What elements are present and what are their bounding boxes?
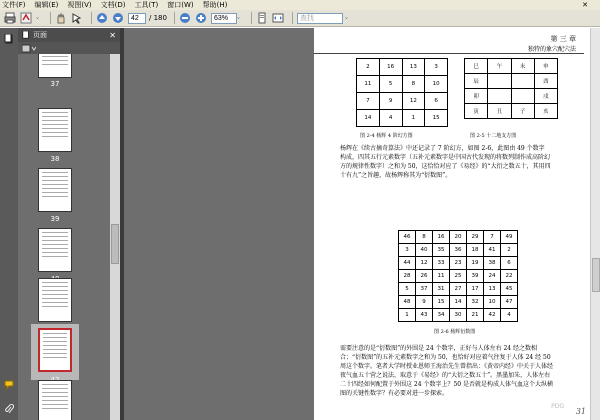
menu-edit[interactable]: 编辑(E)	[34, 1, 59, 9]
grid-row	[399, 309, 518, 322]
text-line: 周这个数字。笔者大学时授业恩师王海治先生曾指出：《黄帝内经》中关于人体经	[340, 363, 554, 370]
page-total-label: / 180	[149, 14, 167, 22]
grid-cell: 16	[379, 59, 402, 76]
grid-cell: 33	[433, 257, 450, 270]
grid-cell: 22	[501, 270, 518, 283]
grid-cell: 18	[467, 244, 484, 257]
panel-options	[18, 42, 120, 54]
grid-cell: 45	[501, 283, 518, 296]
grid-cell: 25	[450, 270, 467, 283]
close-icon[interactable]: ✕	[582, 1, 588, 9]
toolbar-divider	[174, 12, 175, 24]
grid-row	[465, 104, 558, 119]
grid-cell: 12	[402, 93, 425, 110]
grid-cell: 16	[433, 231, 450, 244]
grid-cell: 5	[379, 76, 402, 93]
close-icon[interactable]: ✕	[109, 30, 116, 40]
grid-cell: 41	[484, 244, 501, 257]
grid-cell: 34	[433, 309, 450, 322]
grid-cell: 23	[450, 257, 467, 270]
menu-file[interactable]: 文件(F)	[2, 1, 26, 9]
grid-cell: 2	[357, 59, 380, 76]
grid-cell: 43	[416, 309, 433, 322]
grid-row	[357, 110, 448, 127]
menu-bar	[0, 0, 600, 10]
grid-cell: 14	[450, 296, 467, 309]
thumbnail-page-number: 37	[50, 80, 60, 88]
grid-row	[399, 270, 518, 283]
toolbar-divider	[292, 12, 293, 24]
document-page	[314, 28, 590, 420]
pages-panel	[18, 28, 120, 420]
text-line: 方的规律性数字）之和为 50，这恰恰对应了《易经》的“大衍之数五十，其用四	[340, 163, 551, 170]
grid-cell: 8	[416, 231, 433, 244]
thumbnail-page-number: 43	[50, 408, 60, 416]
grid-cell: 4	[501, 309, 518, 322]
grid-cell: 寅	[465, 104, 488, 119]
text-line: 需要注意的是“衍数图”的外围是 24 个数字，正好与人体左右 24 经之数相	[340, 345, 538, 352]
grid-cell: 7	[357, 93, 380, 110]
pages-panel-header	[18, 28, 120, 42]
menu-view[interactable]: 视图(V)	[67, 1, 92, 9]
grid-cell: 午	[488, 59, 511, 74]
grid-cell: 6	[425, 93, 448, 110]
print-icon[interactable]	[4, 12, 16, 24]
options-menu-icon[interactable]	[22, 44, 36, 53]
grid-cell: 5	[399, 283, 416, 296]
grid-cell: 15	[425, 110, 448, 127]
grid-cell: 4	[379, 110, 402, 127]
grid-cell: 24	[484, 270, 501, 283]
grid-cell: 申	[534, 59, 557, 74]
grid-row	[399, 244, 518, 257]
grid-row	[399, 257, 518, 270]
grid-cell: 20	[450, 231, 467, 244]
toolbar	[0, 10, 600, 27]
magic-square-4x4	[356, 58, 448, 127]
text-line: 合；“衍数图”的五补元素数字之和为 50，也恰好对应着气往复于人体 24 经 50	[340, 354, 551, 361]
grid-cell: 酉	[534, 74, 557, 89]
grid-row	[357, 59, 448, 76]
running-title: 独特的象穴配穴法	[527, 46, 576, 53]
scrollbar-thumb[interactable]	[592, 258, 600, 292]
grid-cell: 14	[357, 110, 380, 127]
grid-cell	[488, 89, 511, 104]
document-background	[124, 28, 314, 420]
chevron-down-icon[interactable]	[345, 12, 351, 24]
grid-cell: 亥	[534, 104, 557, 119]
grid-row	[399, 231, 518, 244]
grid-row	[465, 89, 558, 104]
grid-cell: 巳	[465, 59, 488, 74]
grid-cell: 戌	[534, 89, 557, 104]
grid-cell: 21	[467, 309, 484, 322]
grid-cell: 15	[433, 296, 450, 309]
grid-cell: 8	[402, 76, 425, 93]
grid-cell: 11	[357, 76, 380, 93]
hand-tool-icon[interactable]	[55, 12, 67, 24]
watermark: PDG	[551, 403, 564, 410]
grid-cell: 30	[450, 309, 467, 322]
page-header	[314, 32, 590, 56]
grid-row	[399, 296, 518, 309]
thumbnail-image	[38, 228, 72, 272]
figure-caption: 图 2-4 杨辉 4 阶幻方图	[360, 133, 413, 139]
previous-page-icon[interactable]	[96, 12, 108, 24]
grid-cell: 12	[416, 257, 433, 270]
fit-width-icon[interactable]	[272, 12, 284, 24]
grid-row	[465, 59, 558, 74]
grid-cell: 3	[425, 59, 448, 76]
grid-cell: 40	[416, 244, 433, 257]
scrollbar-thumb[interactable]	[111, 224, 119, 264]
toolbar-divider	[251, 12, 252, 24]
grid-row	[399, 283, 518, 296]
pages-panel-icon[interactable]	[4, 34, 14, 44]
text-line: 二十四经如何配置于外围这 24 个数字上？50 是否就是构成人体气血这个大纵横	[340, 381, 553, 388]
thumbnail-list	[18, 54, 110, 420]
grid-cell: 31	[433, 283, 450, 296]
grid-cell	[488, 74, 511, 89]
grid-cell: 10	[484, 296, 501, 309]
navigation-strip	[0, 28, 18, 420]
grid-cell: 42	[484, 309, 501, 322]
menu-tools[interactable]: 工具(T)	[134, 1, 159, 9]
grid-cell: 32	[467, 296, 484, 309]
grid-row	[465, 74, 558, 89]
grid-cell: 39	[467, 270, 484, 283]
chapter-label: 第 三 章	[550, 35, 576, 43]
comment-icon[interactable]	[4, 380, 14, 390]
chevron-down-icon[interactable]	[237, 12, 243, 24]
header-rule	[314, 53, 584, 54]
grid-cell: 26	[416, 270, 433, 283]
grid-cell: 7	[484, 231, 501, 244]
paragraph	[340, 144, 580, 180]
text-line: 夜气血五十营之说法，取意于《易经》的“大衍之数五十”。黑墨加朱，人体左右	[340, 372, 551, 379]
chevron-down-icon[interactable]	[36, 12, 42, 24]
grid-cell: 9	[379, 93, 402, 110]
grid-cell: 38	[484, 257, 501, 270]
text-line: 杨辉在《续古摘奇算法》中还记录了 7 阶幻方，如图 2-6，此图由 49 个数字	[340, 145, 545, 152]
next-page-icon[interactable]	[112, 12, 124, 24]
text-line: 十有九”之旨趣，故杨辉称其为“衍数图”。	[340, 172, 452, 179]
grid-cell: 29	[467, 231, 484, 244]
grid-cell: 19	[467, 257, 484, 270]
grid-cell: 28	[399, 270, 416, 283]
paragraph	[340, 344, 580, 398]
grid-cell: 36	[450, 244, 467, 257]
text-line: 构成，四其五行元素数字（五补元素数字是中国古代发现的将数列制作成高阶幻	[340, 154, 551, 161]
grid-cell	[511, 89, 534, 104]
thumbnail-image	[38, 328, 72, 372]
text-line: 图的关键性数字？有必要对进一步探索。	[340, 390, 449, 397]
grid-cell: 46	[399, 231, 416, 244]
toolbar-divider	[91, 12, 92, 24]
grid-cell: 2	[501, 244, 518, 257]
thumbnail-page-number: 39	[50, 215, 60, 223]
page-number-input[interactable]	[128, 13, 146, 24]
thumbnail-page-number: 38	[50, 155, 60, 163]
zoom-out-icon[interactable]	[179, 12, 191, 24]
grid-cell: 10	[425, 76, 448, 93]
adobe-share-icon[interactable]	[20, 12, 32, 24]
document-scrollbar[interactable]	[590, 28, 600, 420]
grid-cell: 6	[501, 257, 518, 270]
grid-cell	[511, 74, 534, 89]
grid-cell: 13	[402, 59, 425, 76]
grid-cell: 27	[450, 283, 467, 296]
grid-cell: 9	[416, 296, 433, 309]
grid-cell: 卯	[465, 89, 488, 104]
grid-cell: 37	[416, 283, 433, 296]
page-number: 31	[575, 407, 586, 416]
thumbnail-image	[38, 108, 72, 152]
grid-cell: 44	[399, 257, 416, 270]
figure-caption: 图 2-6 杨辉衍数图	[434, 329, 476, 335]
toolbar-divider	[50, 12, 51, 24]
figure-caption: 图 2-5 十二地支方图	[470, 133, 517, 139]
menu-document[interactable]: 文档(D)	[100, 1, 126, 9]
grid-cell: 1	[399, 309, 416, 322]
grid-cell: 48	[399, 296, 416, 309]
grid-cell: 11	[433, 270, 450, 283]
thumbnail-image	[38, 54, 72, 78]
thumbnail-image	[38, 168, 72, 212]
earthly-branches-grid	[464, 58, 558, 119]
select-tool-icon[interactable]	[71, 12, 83, 24]
grid-row	[357, 93, 448, 110]
panel-scrollbar[interactable]	[110, 54, 120, 420]
zoom-in-icon[interactable]	[195, 12, 207, 24]
zoom-input[interactable]	[211, 13, 237, 24]
grid-cell: 35	[433, 244, 450, 257]
grid-cell: 丑	[488, 104, 511, 119]
grid-cell: 47	[501, 296, 518, 309]
grid-cell: 17	[467, 283, 484, 296]
search-input[interactable]: 查找	[297, 13, 343, 24]
menu-help[interactable]: 帮助(H)	[202, 1, 228, 9]
grid-cell: 3	[399, 244, 416, 257]
menu-window[interactable]: 窗口(W)	[167, 1, 194, 9]
grid-cell: 辰	[465, 74, 488, 89]
pages-panel-icon	[22, 31, 30, 39]
fit-page-icon[interactable]	[256, 12, 268, 24]
grid-row	[357, 76, 448, 93]
grid-cell: 13	[484, 283, 501, 296]
attachment-icon[interactable]	[4, 404, 14, 414]
grid-cell: 未	[511, 59, 534, 74]
grid-cell: 1	[402, 110, 425, 127]
panel-title: 页面	[33, 31, 47, 39]
grid-cell: 子	[511, 104, 534, 119]
magic-square-7x7	[398, 230, 518, 322]
thumbnail-image	[38, 278, 72, 322]
grid-cell: 49	[501, 231, 518, 244]
